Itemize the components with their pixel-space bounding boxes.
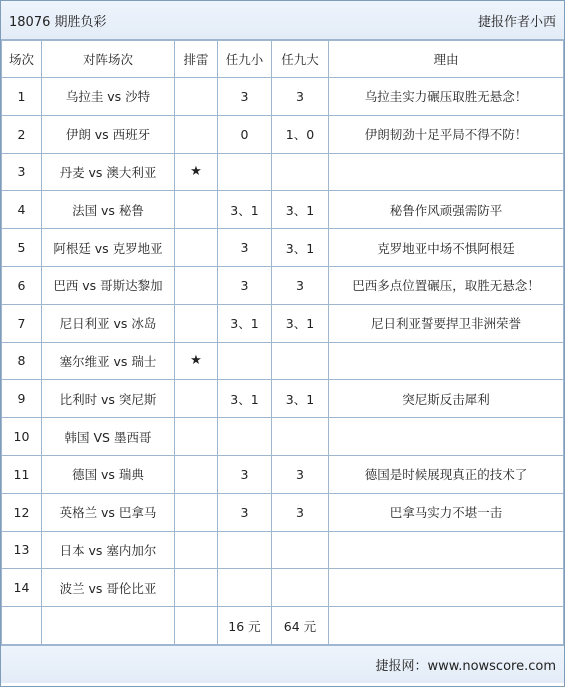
- reason-text: 尼日利亚誓要捍卫非洲荣誉: [329, 304, 564, 342]
- col-header-big: 任九大: [272, 41, 329, 78]
- pick-small: 3: [218, 266, 272, 304]
- pick-big: [272, 342, 329, 380]
- author-label: 捷报作者小西: [477, 14, 556, 30]
- mine-marker: ★: [175, 153, 218, 191]
- match-number: 9: [2, 380, 42, 418]
- match-name: 尼日利亚 vs 冰岛: [42, 304, 175, 342]
- table-row: [2, 569, 564, 607]
- table-row: [2, 380, 564, 418]
- mine-marker: [175, 418, 218, 456]
- table-row: [2, 229, 564, 267]
- reason-text: 巴西多点位置碾压，取胜无悬念！: [329, 266, 564, 304]
- totals-blank: [329, 607, 564, 645]
- pick-small: [218, 153, 272, 191]
- match-number: 4: [2, 191, 42, 229]
- footer-bar: [1, 645, 564, 683]
- pick-small: 3、1: [218, 191, 272, 229]
- pick-small: 3: [218, 78, 272, 116]
- reason-text: 秘鲁作风顽强需防平: [329, 191, 564, 229]
- table-row: [2, 304, 564, 342]
- match-name: 德国 vs 瑞典: [42, 455, 175, 493]
- mine-marker: [175, 78, 218, 116]
- match-number: 13: [2, 531, 42, 569]
- mine-marker: [175, 569, 218, 607]
- pick-big: 3、1: [272, 380, 329, 418]
- header-bar: [1, 1, 564, 40]
- col-header-reason: 理由: [329, 41, 564, 78]
- table-row: [2, 191, 564, 229]
- match-number: 7: [2, 304, 42, 342]
- pick-small: [218, 418, 272, 456]
- match-name: 日本 vs 塞内加尔: [42, 531, 175, 569]
- mine-marker: [175, 229, 218, 267]
- pick-big: 3、1: [272, 304, 329, 342]
- col-header-small: 任九小: [218, 41, 272, 78]
- match-number: 10: [2, 418, 42, 456]
- match-name: 丹麦 vs 澳大利亚: [42, 153, 175, 191]
- totals-row: [2, 607, 564, 645]
- match-name: 塞尔维亚 vs 瑞士: [42, 342, 175, 380]
- match-name: 乌拉圭 vs 沙特: [42, 78, 175, 116]
- match-name: 阿根廷 vs 克罗地亚: [42, 229, 175, 267]
- match-number: 3: [2, 153, 42, 191]
- mine-marker: [175, 115, 218, 153]
- mine-marker: ★: [175, 342, 218, 380]
- mine-marker: [175, 455, 218, 493]
- match-name: 法国 vs 秘鲁: [42, 191, 175, 229]
- reason-text: 德国是时候展现真正的技术了: [329, 455, 564, 493]
- col-header-match: 对阵场次: [42, 41, 175, 78]
- table-row: [2, 418, 564, 456]
- pick-big: [272, 569, 329, 607]
- match-name: 巴西 vs 哥斯达黎加: [42, 266, 175, 304]
- reason-text: 突尼斯反击犀利: [329, 380, 564, 418]
- match-name: 比利时 vs 突尼斯: [42, 380, 175, 418]
- pick-small: 3、1: [218, 380, 272, 418]
- reason-text: [329, 418, 564, 456]
- pick-small: [218, 569, 272, 607]
- mine-marker: [175, 380, 218, 418]
- pick-big: 1、0: [272, 115, 329, 153]
- reason-text: [329, 342, 564, 380]
- pick-big: [272, 153, 329, 191]
- match-number: 8: [2, 342, 42, 380]
- pick-big: 3: [272, 78, 329, 116]
- mine-marker: [175, 493, 218, 531]
- col-header-no: 场次: [2, 41, 42, 78]
- reason-text: 乌拉圭实力碾压取胜无悬念！: [329, 78, 564, 116]
- pick-big: [272, 418, 329, 456]
- table-row: [2, 153, 564, 191]
- table-row: [2, 266, 564, 304]
- pick-small: 3、1: [218, 304, 272, 342]
- pick-big: 3、1: [272, 229, 329, 267]
- totals-blank: [2, 607, 42, 645]
- reason-text: 伊朗韧劲十足平局不得不防！: [329, 115, 564, 153]
- pick-small: 0: [218, 115, 272, 153]
- mine-marker: [175, 266, 218, 304]
- table-row: [2, 342, 564, 380]
- pick-small: [218, 342, 272, 380]
- pick-small: 3: [218, 229, 272, 267]
- match-number: 1: [2, 78, 42, 116]
- total-big: 64 元: [272, 607, 329, 645]
- mine-marker: [175, 531, 218, 569]
- pick-big: 3: [272, 455, 329, 493]
- pick-small: 3: [218, 493, 272, 531]
- match-name: 波兰 vs 哥伦比亚: [42, 569, 175, 607]
- table-header-row: [2, 41, 564, 78]
- footer-site: 捷报网：www.nowscore.com: [375, 658, 556, 674]
- reason-text: [329, 569, 564, 607]
- reason-text: 巴拿马实力不堪一击: [329, 493, 564, 531]
- pick-small: [218, 531, 272, 569]
- col-header-mine: 排雷: [175, 41, 218, 78]
- table-row: [2, 531, 564, 569]
- table-row: [2, 78, 564, 116]
- reason-text: 克罗地亚中场不惧阿根廷: [329, 229, 564, 267]
- match-name: 韩国 VS 墨西哥: [42, 418, 175, 456]
- totals-blank: [42, 607, 175, 645]
- table-row: [2, 115, 564, 153]
- pick-small: 3: [218, 455, 272, 493]
- match-name: 伊朗 vs 西班牙: [42, 115, 175, 153]
- prediction-table: [1, 40, 564, 645]
- match-number: 5: [2, 229, 42, 267]
- pick-big: 3: [272, 493, 329, 531]
- match-number: 6: [2, 266, 42, 304]
- reason-text: [329, 531, 564, 569]
- pick-big: [272, 531, 329, 569]
- match-number: 14: [2, 569, 42, 607]
- table-row: [2, 455, 564, 493]
- page-title: 18076 期胜负彩: [9, 14, 107, 30]
- total-small: 16 元: [218, 607, 272, 645]
- match-number: 11: [2, 455, 42, 493]
- mine-marker: [175, 191, 218, 229]
- mine-marker: [175, 304, 218, 342]
- reason-text: [329, 153, 564, 191]
- match-number: 12: [2, 493, 42, 531]
- match-name: 英格兰 vs 巴拿马: [42, 493, 175, 531]
- table-row: [2, 493, 564, 531]
- pick-big: 3、1: [272, 191, 329, 229]
- totals-blank: [175, 607, 218, 645]
- pick-big: 3: [272, 266, 329, 304]
- match-number: 2: [2, 115, 42, 153]
